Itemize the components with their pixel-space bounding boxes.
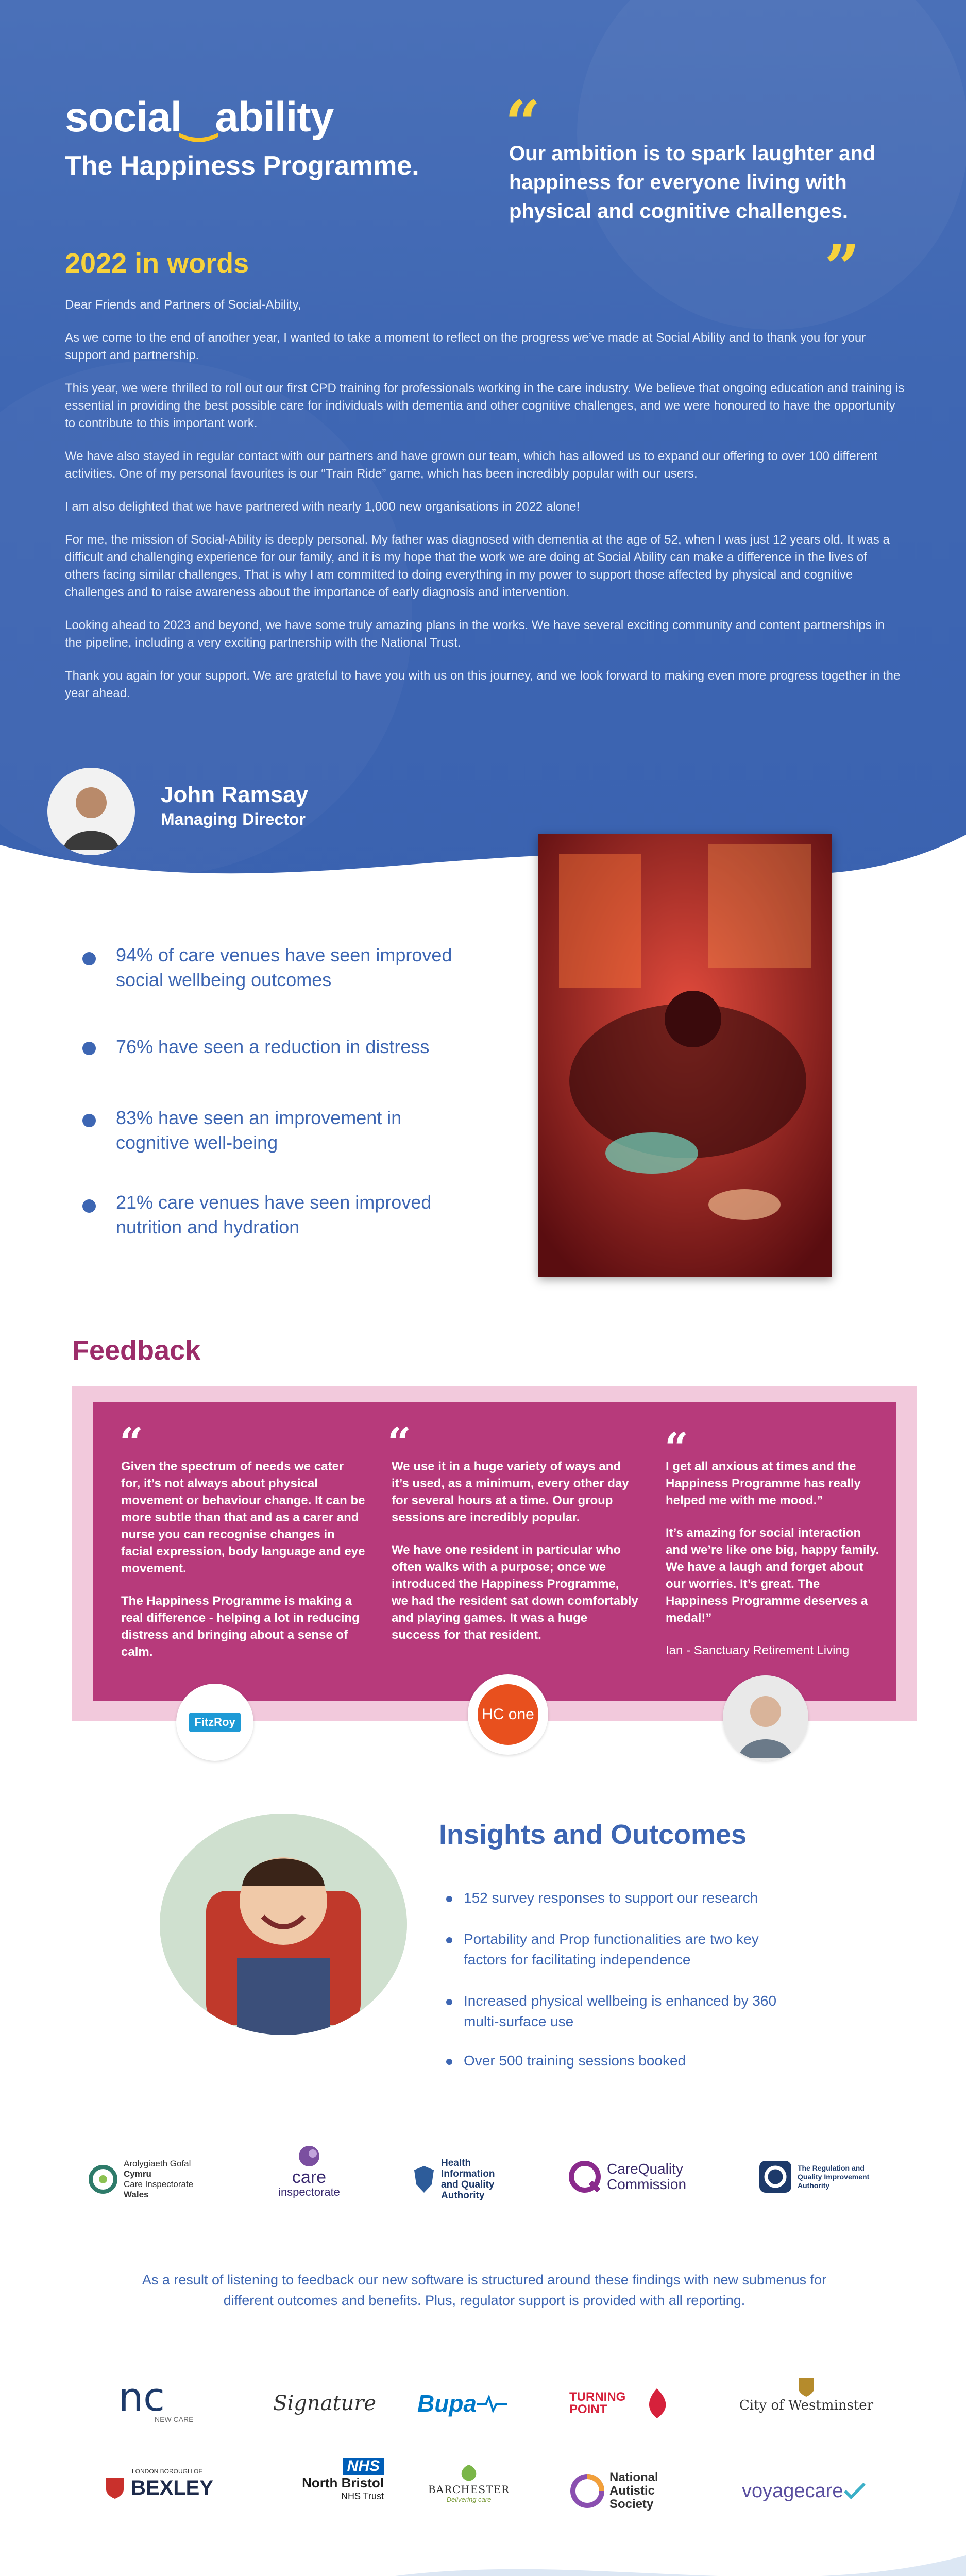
ceo-role: Managing Director <box>161 810 306 828</box>
newcare-logo <box>118 2374 222 2426</box>
insight-item: Over 500 training sessions booked <box>464 2053 686 2069</box>
insights-title: Insights and Outcomes <box>439 1819 747 1850</box>
logo-text: National Autistic Society <box>609 2470 658 2511</box>
letter-title: 2022 in words <box>65 248 249 279</box>
insight-item: Increased physical wellbeing is enhanced by 360 multi-surface use <box>464 1993 777 2029</box>
fitzroy-label: FitzRoy <box>189 1713 240 1732</box>
leaf-icon <box>456 2463 482 2483</box>
logo-text: Delivering care <box>446 2496 492 2503</box>
letter-paragraph: As we come to the end of another year, I wanted to take a moment to reflect on the progress we’ve made at Social Ability and to thank you for your support and partnership. <box>65 331 866 362</box>
care-inspectorate-logo <box>258 2143 361 2210</box>
cycle-icon <box>88 2164 118 2195</box>
logo-text: Cymru <box>124 2169 151 2179</box>
turning-point-logo <box>569 2378 688 2429</box>
feedback-text: We use it in a huge variety of ways and it’s used, as a minimum, every other day for several hours at a time. Our group sessions are incredibly popular. <box>392 1460 629 1524</box>
hc-one-logo <box>468 1674 548 1755</box>
logo-text: BEXLEY <box>131 2476 214 2499</box>
logo-text: and Quality <box>441 2179 495 2190</box>
bullet-dot <box>82 1199 96 1213</box>
hc-one-label: HC one <box>478 1684 538 1745</box>
photo-image <box>538 834 832 1277</box>
logo-text: Health <box>441 2158 471 2168</box>
care-inspectorate-wales-logo <box>88 2148 242 2210</box>
q-icon <box>757 2159 793 2195</box>
voyagecare-logo <box>742 2473 876 2509</box>
logo-text: Authority <box>798 2181 830 2190</box>
shield-icon <box>412 2164 436 2195</box>
quote-icon: “ <box>120 1418 144 1467</box>
insight-item: Portability and Prop functionalities are two key factors for facilitating independence <box>464 1931 759 1968</box>
logo-text: CareQuality <box>607 2161 683 2177</box>
programme-title: The Happiness Programme. <box>65 151 419 181</box>
hiqa-logo <box>412 2148 536 2210</box>
swirl-icon <box>296 2143 322 2169</box>
software-note: As a result of listening to feedback our new software is structured around these findings with new submenus for different outcomes and benefits. Plus, regulator support is provided with all reporting. <box>142 2272 827 2308</box>
logo-text: Arolygiaeth Gofal <box>124 2159 191 2168</box>
letter-paragraph: For me, the mission of Social-Ability is deeply personal. My father was diagnosed with dementia at the age of 52, when I was just 12 years old. It was a difficult and challenging experience for our family, and it is my hope that the work we are doing at Social Ability can make a difference in the lives of others facing similar challenges. That is why I am committed to doing everything in my power to support those affected by physical and cognitive challenges and to raise awareness about the importance of early diagnosis and intervention. <box>65 533 890 599</box>
photo-image <box>160 1814 407 2035</box>
feedback-title: Feedback <box>72 1335 201 1366</box>
bullet-dot <box>82 952 96 965</box>
bullet-dot <box>82 1114 96 1127</box>
stat-item: 94% of care venues have seen improved social wellbeing outcomes <box>116 944 452 990</box>
feedback-text: It’s amazing for social interaction and we’re like one big, happy family. We have a laugh and forget about our worries. It’s great. The Happiness Programme deserves a medal!” <box>666 1526 879 1625</box>
letter-paragraph: We have also stayed in regular contact with our partners and have grown our team, which has allowed us to expand our offering to over 100 different activities. One of my personal favourites is our “Train Ride” game, which has been incredibly popular with our users. <box>65 449 877 481</box>
bupa-logo <box>417 2383 520 2424</box>
logo-text: The Regulation and <box>798 2163 865 2172</box>
quote-icon: “ <box>665 1423 689 1472</box>
fitzroy-logo <box>176 1684 253 1761</box>
logo-text: NHS <box>343 2458 384 2475</box>
logo-text: City of Westminster <box>739 2398 874 2413</box>
logo-text: TURNING POINT <box>569 2390 626 2416</box>
chart-section <box>0 2524 966 2576</box>
insight-item: 152 survey responses to support our research <box>464 1890 758 1906</box>
feedback-attribution: Ian - Sanctuary Retirement Living <box>666 1643 850 1657</box>
stat-item: 76% have seen a reduction in distress <box>116 1036 430 1057</box>
logo-text: nc <box>118 2374 165 2420</box>
north-bristol-logo <box>270 2458 384 2519</box>
feedback-card-1 <box>121 1458 366 1676</box>
quote-icon: “ <box>387 1418 412 1467</box>
logo-text: voyagecare <box>742 2480 843 2502</box>
stat-item: 21% care venues have seen improved nutrition and hydration <box>116 1192 432 1238</box>
header-logo[interactable]: social‿ability <box>65 94 334 141</box>
letter-paragraph: This year, we were thrilled to roll out our first CPD training for professionals working in the care industry. We believe that ongoing education and training is essential in providing the best possible care for individuals with dementia and other cognitive challenges, and we were honoured to have the opportunity to contribute to this important work. <box>65 381 905 430</box>
bullet-dot <box>446 1937 452 1943</box>
resident-avatar <box>723 1675 808 1761</box>
q-icon <box>567 2159 603 2195</box>
stat-item: 83% have seen an improvement in cognitive well-being <box>116 1107 402 1153</box>
bexley-logo <box>103 2468 227 2514</box>
ambition-quote: Our ambition is to spark laughter and happiness for everyone living with physical and cognitive challenges. <box>509 142 876 223</box>
bullet-dot <box>446 1896 452 1902</box>
logo-text: Authority <box>441 2190 485 2201</box>
logo-text: Care Inspectorate <box>124 2179 194 2189</box>
rqia-logo <box>757 2154 902 2200</box>
feedback-text: I get all anxious at times and the Happiness Programme has really helped me with me mood.” <box>666 1460 861 1507</box>
flame-icon <box>641 2385 672 2421</box>
logo-text: care <box>292 2167 327 2187</box>
person-icon <box>723 1675 808 1761</box>
rainbow-circle-icon <box>569 2473 605 2509</box>
feedback-text: We have one resident in particular who often walks with a purpose; once we introduced the Happiness Programme, we had the resident sat down comfortably and playing games. It was a huge success for that resident. <box>392 1543 638 1642</box>
letter-body <box>65 296 905 718</box>
logo-text: LONDON BOROUGH OF <box>132 2468 202 2475</box>
open-quote-icon: “ <box>505 87 541 160</box>
crest-icon <box>794 2374 818 2398</box>
logo-text: North Bristol <box>302 2475 384 2490</box>
cqc-logo <box>567 2154 721 2200</box>
feedback-card-2 <box>392 1458 639 1659</box>
logo-text: Signature <box>273 2392 377 2415</box>
logo-text: BARCHESTER <box>428 2483 510 2496</box>
child-photo <box>160 1814 407 2035</box>
logo-text: Commission <box>607 2176 687 2192</box>
bullet-dot <box>446 2059 452 2065</box>
letter-paragraph: I am also delighted that we have partnered with nearly 1,000 new organisations in 2022 alone! <box>65 500 580 514</box>
letter-paragraph: Thank you again for your support. We are grateful to have you with us on this journey, and we look forward to making even more progress together in the year ahead. <box>65 669 901 700</box>
logo-text: Quality Improvement <box>798 2172 870 2181</box>
feedback-text: The Happiness Programme is making a real difference - helping a lot in reducing distress and bringing about a sense of calm. <box>121 1594 360 1659</box>
logo-text: Information <box>441 2168 495 2179</box>
barchester-logo <box>412 2463 526 2514</box>
crest-icon <box>103 2475 127 2501</box>
bullet-dot <box>82 1042 96 1055</box>
logo-text: inspectorate <box>278 2185 340 2198</box>
feedback-card-3 <box>666 1458 882 1674</box>
logo-text: Wales <box>124 2190 149 2199</box>
nas-logo <box>569 2468 703 2514</box>
feedback-text: Given the spectrum of needs we cater for, it’s not always about physical movement or behaviour change. It can be more subtle than that and as a carer and nurse you can recognise changes in facial expression, body language and eye movement. <box>121 1460 365 1575</box>
logo-text: NEW CARE <box>155 2415 194 2424</box>
person-icon <box>47 768 135 855</box>
ceo-avatar <box>47 768 135 855</box>
bullet-dot <box>446 1999 452 2005</box>
close-quote-icon: ” <box>824 231 860 304</box>
ceo-name: John Ramsay <box>161 782 309 807</box>
check-icon <box>843 2481 867 2501</box>
logo-text: Bupa <box>417 2390 477 2417</box>
westminster-logo <box>737 2374 876 2426</box>
letter-paragraph: Looking ahead to 2023 and beyond, we have some truly amazing plans in the works. We have several exciting community and content partnerships in the pipeline, including a very exciting partnership with the National Trust. <box>65 618 885 650</box>
sensory-room-photo <box>538 834 832 1277</box>
signature-logo <box>273 2385 376 2421</box>
heartbeat-icon <box>477 2393 507 2414</box>
logo-text: NHS Trust <box>341 2491 384 2501</box>
chart-top-wave <box>0 2524 966 2576</box>
letter-paragraph: Dear Friends and Partners of Social-Ability, <box>65 298 301 312</box>
